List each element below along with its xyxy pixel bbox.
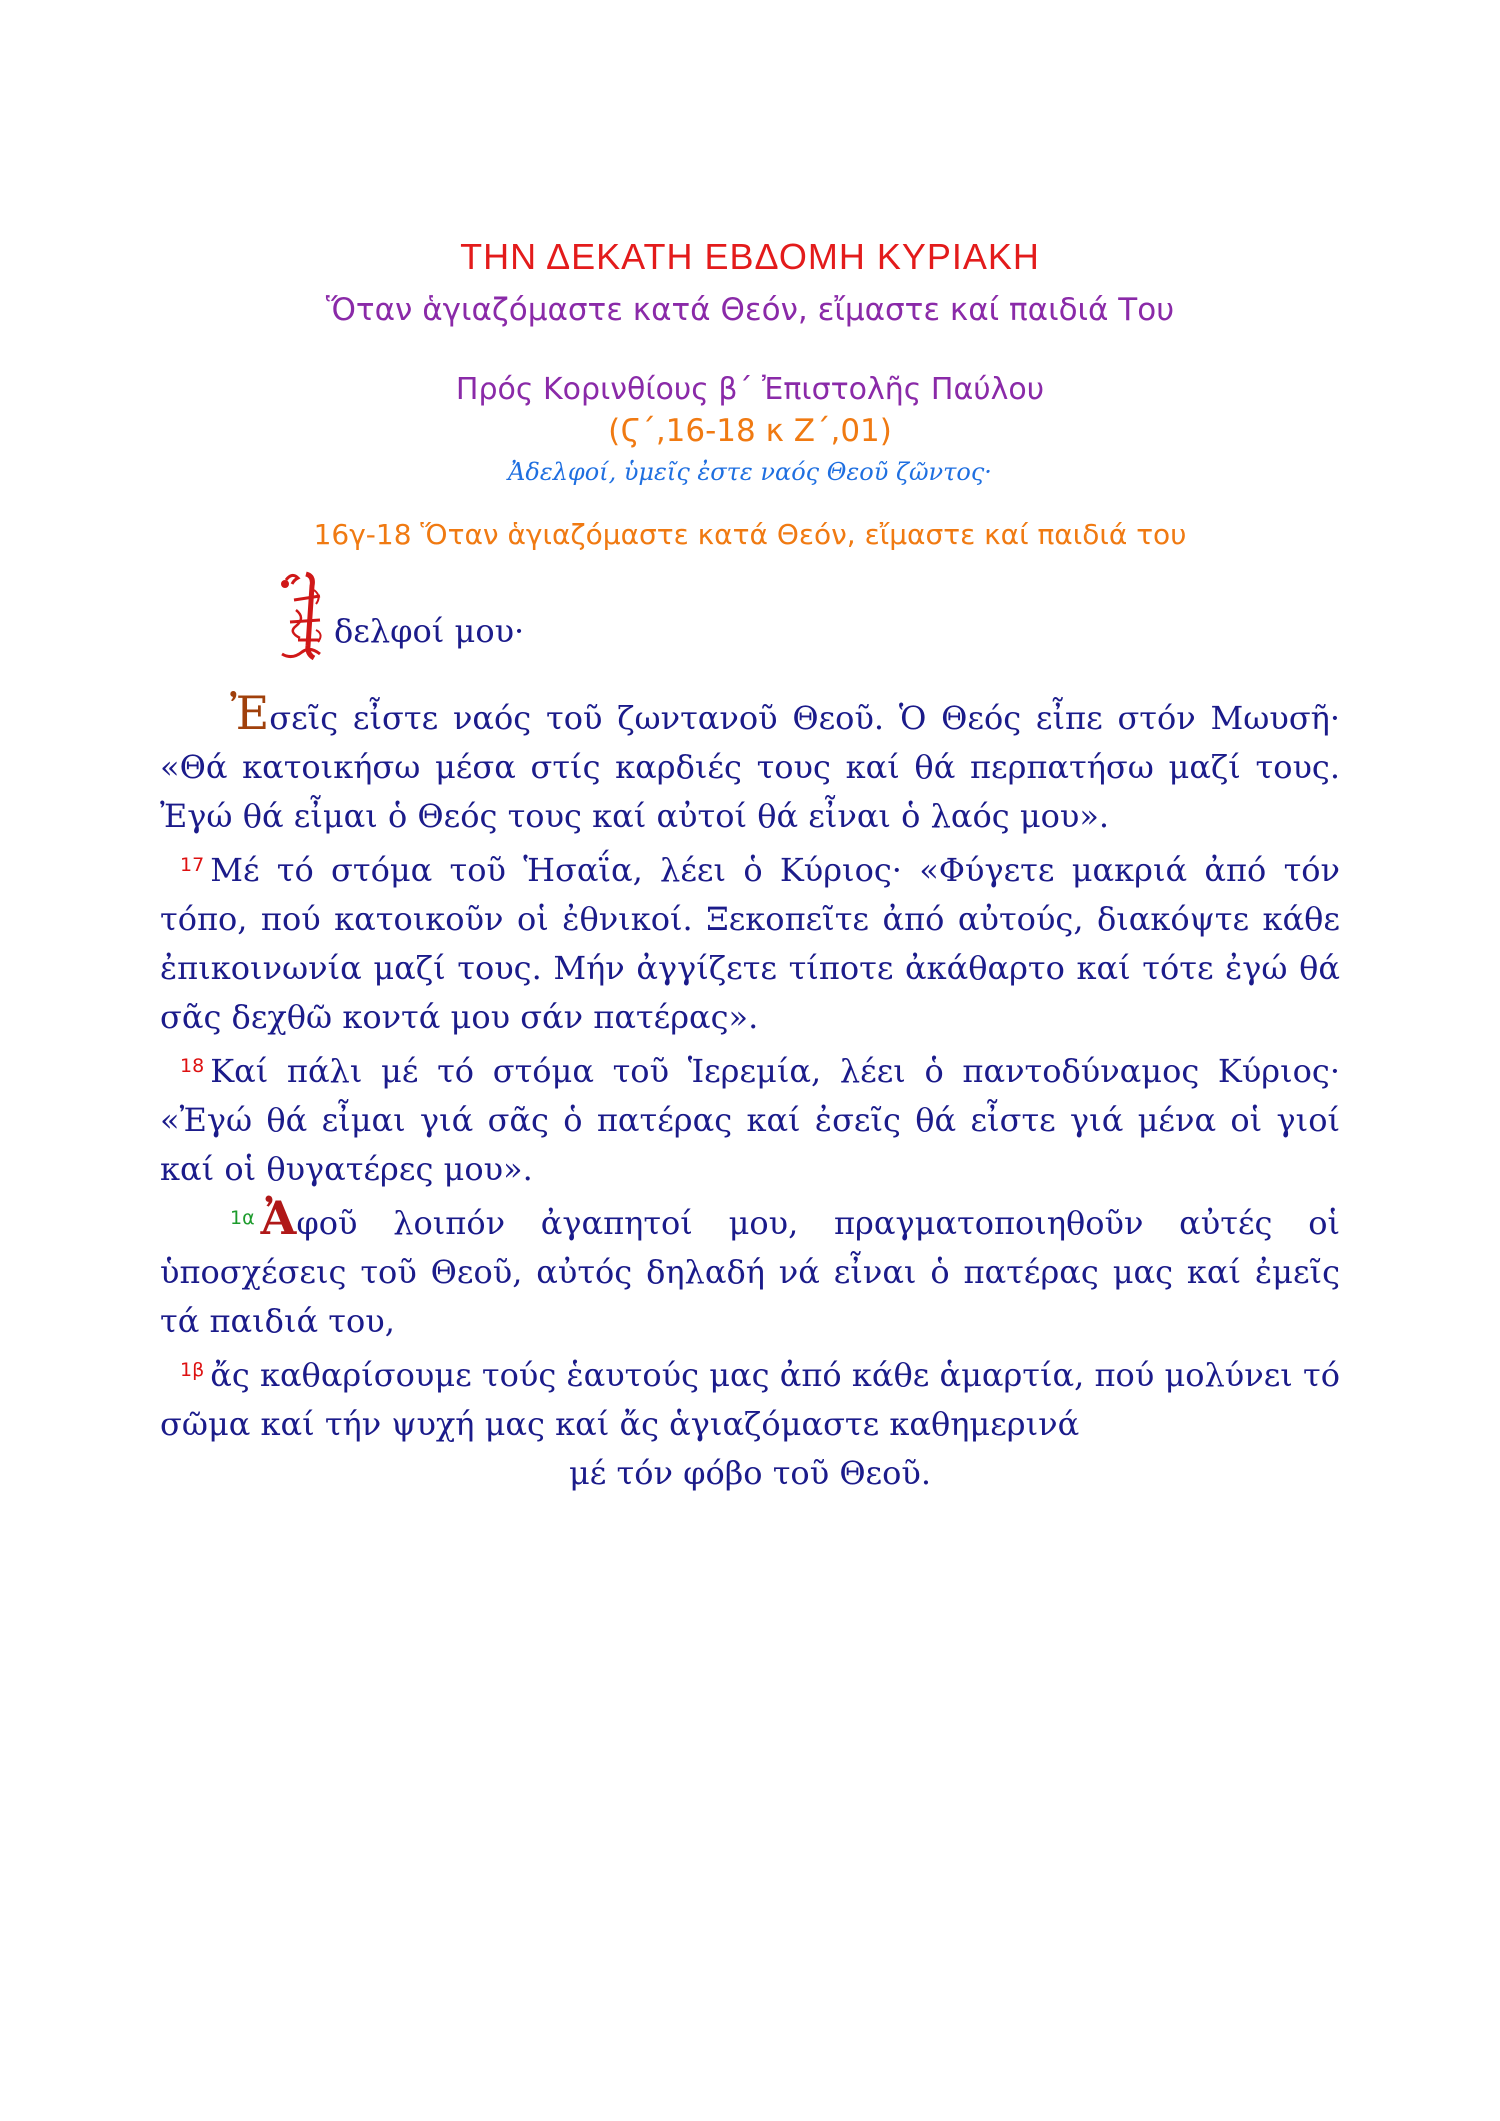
verse-number: 1α (230, 1207, 255, 1229)
greeting-text: δελφοί μου· (334, 612, 525, 650)
passage-block-2 (160, 1191, 1340, 1498)
verse-number: 18 (180, 1055, 205, 1077)
paragraph-initial: Ἐ (230, 686, 270, 740)
verse-1a (160, 1191, 1340, 1346)
verse-1b (160, 1346, 1340, 1498)
verse-number: 1β (180, 1359, 205, 1381)
paragraph-initial: Ἀ (260, 1191, 297, 1245)
scripture-reference: (Ϛ΄,16-18 κ Ζ΄,01) (608, 413, 892, 449)
passage-block (160, 686, 1340, 1194)
page-subtitle: Ὅταν ἁγιαζόμαστε κατά Θεόν, εἴμαστε καί παιδιά Του (325, 292, 1175, 328)
verse-last-line: μέ τόν φόβο τοῦ Θεοῦ. (568, 1454, 932, 1492)
verse-17 (160, 841, 1340, 1042)
paragraph-text: σεῖς εἶστε ναός τοῦ ζωντανοῦ Θεοῦ. Ὁ Θεός εἶπε στόν Μωυσῆ· «Θά κατοικήσω μέσα στίς καρδιές τους καί θά περπατήσω μαζί τους. Ἐγώ θά εἶμαι ὁ Θεός τους καί αὐτοί θά εἶναι ὁ λαός μου». (160, 699, 1340, 835)
verse-text: φοῦ λοιπόν ἀγαπητοί μου, πραγματοποιηθοῦν αὐτές οἱ ὑποσχέσεις τοῦ Θεοῦ, αὐτός δηλαδή νά εἶναι ὁ πατέρας μας καί ἐμεῖς τά παιδιά του, (160, 1204, 1340, 1340)
verse-text: ἄς καθαρίσουμε τούς ἑαυτούς μας ἀπό κάθε ἁμαρτία, πού μολύνει τό σῶμα καί τήν ψυχή μας καί ἄς ἁγιαζόμαστε καθημερινά (160, 1356, 1340, 1443)
verse-text: Μέ τό στόμα τοῦ Ἡσαΐα, λέει ὁ Κύριος· «Φύγετε μακριά ἀπό τόν τόπο, πού κατοικοῦν οἱ ἐθνικοί. Ξεκοπεῖτε ἀπό αὐτούς, διακόψτε κάθε ἐπικοινωνία μαζί τους. Μήν ἀγγίζετε τίποτε ἀκάθαρτο καί τότε ἐγώ θά σᾶς δεχθῶ κοντά μου σάν πατέρας». (160, 851, 1340, 1036)
verse-18 (160, 1042, 1340, 1194)
paragraph-opening (160, 686, 1340, 841)
epistle-title: Πρός Κορινθίους β΄ Ἐπιστολῆς Παύλου (455, 372, 1045, 407)
verse-number: 17 (180, 854, 205, 876)
verse-text: Καί πάλι μέ τό στόμα τοῦ Ἱερεμία, λέει ὁ παντοδύναμος Κύριος· «Ἐγώ θά εἶμαι γιά σᾶς ὁ πατέρας καί ἐσεῖς θά εἶστε γιά μένα οἱ γιοί καί οἱ θυγατέρες μου». (160, 1052, 1340, 1188)
incipit-line: Ἀδελφοί, ὑμεῖς ἐστε ναός Θεοῦ ζῶντος· (508, 458, 992, 486)
page-title: ΤΗΝ ΔΕΚΑΤΗ ΕΒΔΟΜΗ ΚΥΡΙΑΚΗ (460, 236, 1040, 277)
dropcap-letter: Ἀ (276, 570, 277, 571)
section-heading: 16γ-18 Ὅταν ἁγιαζόμαστε κατά Θεόν, εἴμαστε καί παιδιά του (313, 518, 1187, 551)
decorated-initial-icon (276, 570, 328, 662)
